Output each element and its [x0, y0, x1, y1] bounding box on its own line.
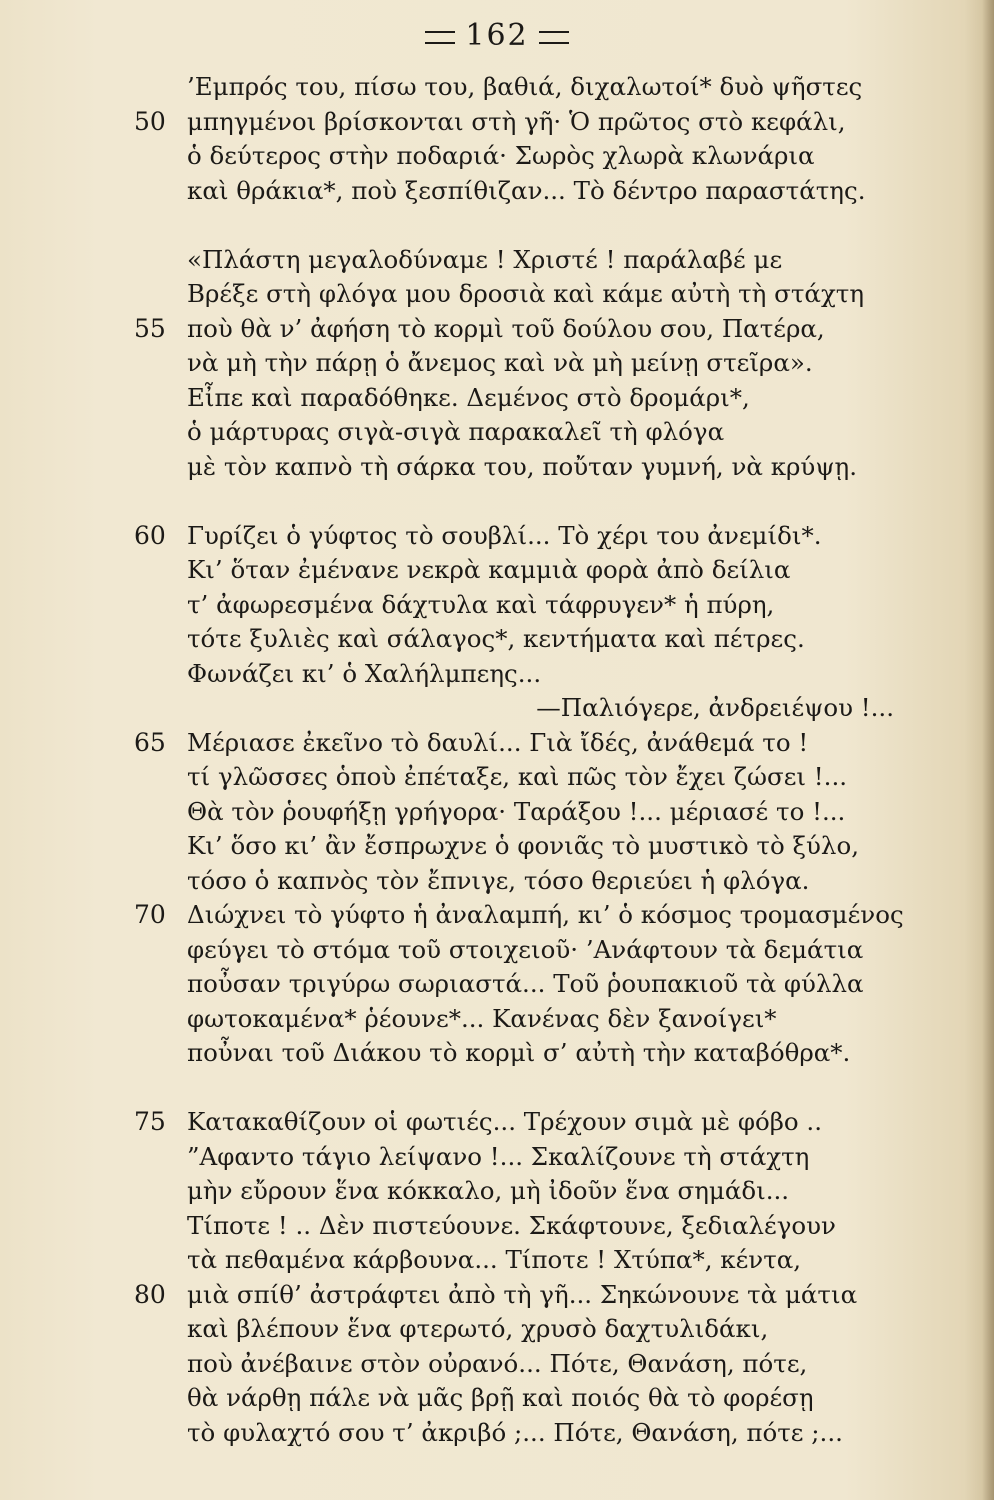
poem-line: [0, 1243, 994, 1278]
line-text: Κι’ ὅσο κι’ ἂν ἔσπρωχνε ὁ φονιᾶς τὸ μυστικὸ τὸ ξύλο,: [187, 831, 859, 860]
poem-line: [0, 967, 994, 1002]
line-text: ποὖσαν τριγύρω σωριαστά... Τοῦ ῥουπακιοῦ τὰ φύλλα: [187, 969, 864, 998]
poem-line: [0, 588, 994, 623]
poem-line: [0, 933, 994, 968]
poem-line: [0, 622, 994, 657]
line-text: ποὺ θὰ ν’ ἀφήση τὸ κορμὶ τοῦ δούλου σου, Πατέρα,: [187, 313, 825, 343]
poem-line: [0, 864, 994, 899]
line-text: τότε ξυλιὲς καὶ σάλαγος*, κεντήματα καὶ πέτρες.: [187, 624, 805, 653]
header-rule-left: [425, 31, 455, 44]
poem-line: [0, 795, 994, 830]
poem-line: [0, 1347, 994, 1382]
poem-line: [0, 553, 994, 588]
stanza-gap: [0, 1071, 994, 1106]
line-text: Φωνάζει κι’ ὁ Χαλήλμπεης...: [187, 658, 542, 688]
line-text: τὸ φυλαχτό σου τ’ ἀκριβό ;... Πότε, Θανάση, πότε ;...: [187, 1417, 843, 1447]
poem-line: [0, 415, 994, 450]
line-text: «Πλάστη μεγαλοδύναμε ! Χριστέ ! παράλαβέ με: [187, 244, 783, 274]
line-text: —Παλιόγερε, ἀνδρειέψου !...: [536, 693, 894, 722]
line-text: ’Εμπρός του, πίσω του, βαθιά, διχαλωτοί* δυὸ ψῆστες: [187, 72, 863, 101]
poem-line: [0, 105, 994, 140]
line-number: 65: [134, 727, 166, 757]
line-text: ποὺ ἀνέβαινε στὸν οὐρανό... Πότε, Θανάση, πότε,: [187, 1348, 808, 1378]
poem-line: [0, 760, 994, 795]
poem-line: [0, 1002, 994, 1037]
line-text: μὲ τὸν καπνὸ τὴ σάρκα του, ποὔταν γυμνή, νὰ κρύψῃ.: [187, 451, 857, 481]
line-text: Βρέξε στὴ φλόγα μου δροσιὰ καὶ κάμε αὐτὴ τὴ στάχτη: [187, 279, 865, 308]
line-text: θὰ νάρθῃ πάλε νὰ μᾶς βρῇ καὶ ποιός θὰ τὸ φορέσῃ: [187, 1383, 814, 1412]
poem-line: [0, 519, 994, 554]
line-text: Εἶπε καὶ παραδόθηκε. Δεμένος στὸ δρομάρι*,: [187, 382, 750, 412]
poem-line: [0, 1209, 994, 1244]
page-number: 162: [465, 18, 529, 53]
page-header: [0, 18, 994, 53]
line-number: 70: [134, 900, 166, 929]
poem-line: [0, 450, 994, 485]
line-text: Κατακαθίζουν οἱ φωτιές... Τρέχουν σιμὰ μὲ φόβο ..: [187, 1107, 823, 1136]
stanza-gap: [0, 484, 994, 519]
line-text: τί γλῶσσες ὁποὺ ἐπέταξε, καὶ πῶς τὸν ἔχει ζώσει !...: [187, 762, 848, 791]
line-text: νὰ μὴ τὴν πάρῃ ὁ ἄνεμος καὶ νὰ μὴ μείνῃ στεῖρα».: [187, 348, 813, 377]
poem-line: [0, 691, 994, 726]
poem-line: [0, 1036, 994, 1071]
poem-line: [0, 1381, 994, 1416]
poem-line: [0, 381, 994, 416]
poem-line: [0, 174, 994, 209]
line-number: 55: [134, 313, 166, 343]
line-number: 50: [134, 106, 166, 136]
poem-line: [0, 1278, 994, 1313]
poem-line: [0, 1140, 994, 1175]
line-text: τὰ πεθαμένα κάρβουνα... Τίποτε ! Χτύπα*, κέντα,: [187, 1245, 802, 1274]
poem-line: [0, 346, 994, 381]
line-number: 80: [134, 1279, 166, 1309]
line-text: φωτοκαμένα* ῥέουνε*... Κανένας δὲν ξανοίγει*: [187, 1003, 777, 1033]
poem-line: [0, 243, 994, 278]
line-text: ὁ δεύτερος στὴν ποδαριά· Σωρὸς χλωρὰ κλωνάρια: [187, 141, 815, 170]
line-text: Διώχνει τὸ γύφτο ἡ ἀναλαμπή, κι’ ὁ κόσμος τρομασμένος: [187, 900, 904, 929]
line-text: μὴν εὔρουν ἕνα κόκκαλο, μὴ ἰδοῦν ἕνα σημάδι...: [187, 1176, 790, 1205]
poem-line: [0, 1174, 994, 1209]
line-number: 60: [134, 520, 166, 550]
line-text: Κι’ ὅταν ἐμένανε νεκρὰ καμμιὰ φορὰ ἀπὸ δείλια: [187, 555, 791, 584]
line-text: καὶ θράκια*, ποὺ ξεσπίθιζαν... Τὸ δέντρο παραστάτης.: [187, 175, 866, 205]
line-text: Γυρίζει ὁ γύφτος τὸ σουβλί... Τὸ χέρι του ἀνεμίδι*.: [187, 520, 822, 550]
poem-line: [0, 70, 994, 105]
line-text: ὁ μάρτυρας σιγὰ-σιγὰ παρακαλεῖ τὴ φλόγα: [187, 417, 725, 446]
poem-line: [0, 1105, 994, 1140]
poem-line: [0, 312, 994, 347]
poem-line: [0, 1416, 994, 1451]
poem-line: [0, 829, 994, 864]
line-text: τόσο ὁ καπνὸς τὸν ἔπνιγε, τόσο θεριεύει ἡ φλόγα.: [187, 865, 810, 895]
line-text: μπηγμένοι βρίσκονται στὴ γῆ· Ὁ πρῶτος στὸ κεφάλι,: [187, 106, 846, 136]
line-text: τ’ ἀφωρεσμένα δάχτυλα καὶ τάφρυγεν* ἡ πύρη,: [187, 589, 775, 619]
line-text: Τίποτε ! .. Δὲν πιστεύουνε. Σκάφτουνε, ξεδιαλέγουν: [187, 1210, 836, 1240]
stanza-gap: [0, 208, 994, 243]
line-text: φεύγει τὸ στόμα τοῦ στοιχειοῦ· ’Ανάφτουν τὰ δεμάτια: [187, 934, 864, 964]
poem-line: [0, 1312, 994, 1347]
poem-line: [0, 277, 994, 312]
header-rule-right: [539, 31, 569, 44]
line-number: 75: [134, 1107, 166, 1136]
line-text: καὶ βλέπουν ἕνα φτερωτό, χρυσὸ δαχτυλιδάκι,: [187, 1314, 769, 1343]
poem-body: [0, 70, 994, 1450]
poem-line: [0, 139, 994, 174]
line-text: Μέριασε ἐκεῖνο τὸ δαυλί... Γιὰ ἴδές, ἀνάθεμά το !: [187, 727, 809, 757]
line-text: ”Αφαντο τάγιο λείψανο !... Σκαλίζουνε τὴ στάχτη: [187, 1141, 810, 1171]
poem-line: [0, 898, 994, 933]
poem-line: [0, 726, 994, 761]
line-text: ποὖναι τοῦ Διάκου τὸ κορμὶ σ’ αὐτὴ τὴν καταβόθρα*.: [187, 1038, 851, 1067]
line-text: Θὰ τὸν ῥουφήξῃ γρήγορα· Ταράξου !... μέριασέ το !...: [187, 796, 846, 826]
line-text: μιὰ σπίθ’ ἀστράφτει ἀπὸ τὴ γῆ... Σηκώνουνε τὰ μάτια: [187, 1279, 858, 1309]
poem-line: [0, 657, 994, 692]
